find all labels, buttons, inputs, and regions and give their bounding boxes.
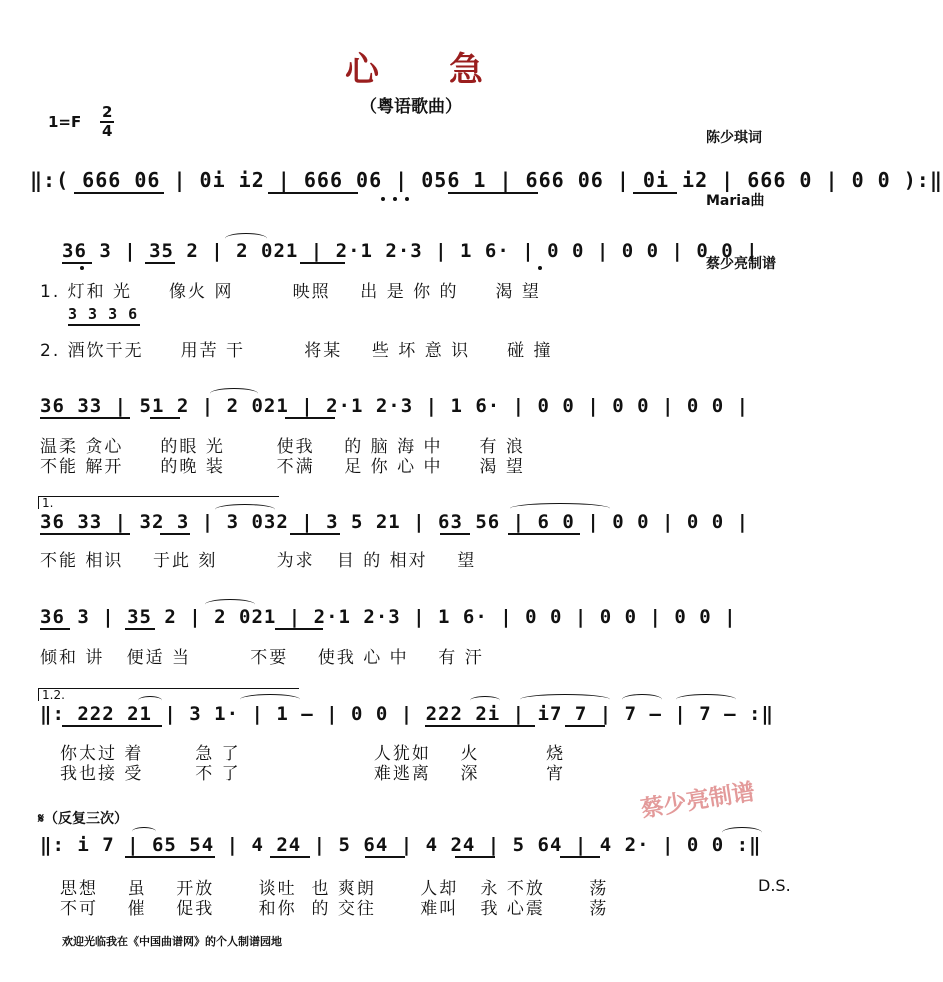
beam-underline	[62, 262, 92, 264]
tie-slur	[240, 694, 300, 705]
section-5-lyric-2: 我也接 受 不 了 难逃离 深 宵	[60, 764, 566, 784]
octave-dot	[538, 266, 542, 270]
section-1-lyric-2: 2. 酒饮干无 用苦 干 将某 些 坏 意 识 碰 撞	[40, 341, 553, 361]
beam-underline	[150, 417, 180, 419]
section-6-lyric-2: 不可 催 促我 和你 的 交往 难叫 我 心震 荡	[60, 899, 609, 919]
arranger: 蔡少亮制谱	[706, 256, 776, 272]
key-signature: 1=F	[48, 113, 82, 131]
section-1-notes: 36 3 | 35 2 | 2 021 | 2·1 2·3 | 1 6· | 0 0 | 0 0 | 0 0 |	[62, 240, 759, 262]
octave-dot	[393, 197, 397, 201]
section-2-lyric-1: 温柔 贪心 的眼 光 使我 的 脑 海 中 有 浪	[40, 437, 525, 457]
beam-underline	[565, 725, 605, 727]
section-6-lyric-1: 思想 虽 开放 谈吐 也 爽朗 人却 永 不放 荡	[60, 879, 609, 899]
intro-notes: ‖:( 666 06 | 0i i2 | 666 06 | 056 1 | 666 06 | 0i i2 | 666 0 | 0 0 ):‖	[30, 168, 943, 192]
section-3-notes: 36 33 | 32 3 | 3 032 | 3 5 21 | 63 56 | 6 0 | 0 0 | 0 0 |	[40, 511, 750, 533]
beam-underline	[285, 417, 335, 419]
octave-dot	[381, 197, 385, 201]
dal-segno-mark: D.S.	[758, 876, 791, 895]
tie-slur	[510, 503, 610, 514]
beam-underline	[425, 725, 535, 727]
intro-underline	[74, 192, 164, 194]
lyricist: 陈少琪词	[706, 130, 762, 146]
section-4-notes: 36 3 | 35 2 | 2 021 | 2·1 2·3 | 1 6· | 0 0 | 0 0 | 0 0 |	[40, 606, 737, 628]
tie-slur	[520, 694, 610, 705]
beam-underline	[62, 725, 162, 727]
song-title: 心急	[345, 50, 553, 90]
beam-underline	[40, 628, 70, 630]
beam-underline	[270, 856, 310, 858]
beam-underline	[275, 628, 323, 630]
beam-underline	[68, 324, 140, 326]
beam-underline	[145, 262, 175, 264]
section-2-lyric-2: 不能 解开 的晚 装 不满 足 你 心 中 渴 望	[40, 457, 525, 477]
beam-underline	[160, 533, 190, 535]
intro-underline	[448, 192, 538, 194]
tie-slur	[470, 696, 500, 705]
section-2-notes: 36 33 | 51 2 | 2 021 | 2·1 2·3 | 1 6· | 0 0 | 0 0 | 0 0 |	[40, 395, 750, 417]
intro-underline	[633, 192, 677, 194]
tie-slur	[722, 827, 762, 838]
section-6-notes: ‖: i 7 | 65 54 | 4 24 | 5 64 | 4 24 | 5 64 | 4 2· | 0 0 :‖	[40, 834, 762, 856]
tie-slur	[215, 504, 275, 515]
segno-repeat-label: 𝄋（反复三次）	[38, 811, 129, 827]
tie-slur	[225, 233, 267, 244]
composer: Maria曲	[706, 193, 765, 209]
time-signature-bottom: 4	[102, 122, 113, 140]
octave-dot	[405, 197, 409, 201]
song-subtitle: （粤语歌曲）	[360, 97, 462, 117]
section-5-lyric-1: 你太过 着 急 了 人犹如 火 烧	[60, 744, 566, 764]
beam-underline	[365, 856, 405, 858]
section-3-lyric-1: 不能 相识 于此 刻 为求 目 的 相对 望	[40, 551, 477, 571]
beam-underline	[440, 533, 470, 535]
tie-slur	[132, 827, 156, 836]
intro-underline	[268, 192, 358, 194]
beam-underline	[300, 262, 345, 264]
tie-slur	[622, 694, 662, 705]
octave-dot	[80, 266, 84, 270]
time-signature-top: 2	[102, 103, 113, 121]
tie-slur	[138, 696, 162, 705]
volta-label: 1.2.	[42, 688, 65, 702]
beam-underline	[40, 417, 130, 419]
footer-note: 欢迎光临我在《中国曲谱网》的个人制谱园地	[62, 935, 282, 948]
section-4-lyric-1: 倾和 讲 便适 当 不要 使我 心 中 有 汗	[40, 648, 484, 668]
section-1-lyric-1: 1. 灯和 光 像火 网 映照 出 是 你 的 渴 望	[40, 282, 541, 302]
beam-underline	[508, 533, 580, 535]
beam-underline	[40, 533, 130, 535]
watermark: 蔡少亮制谱	[639, 779, 757, 823]
tie-slur	[676, 694, 736, 705]
section-5-notes: ‖: 222 21 | 3 1· | 1 – | 0 0 | 222 2i | i7 7 | 7 – | 7 – :‖	[40, 703, 774, 725]
beam-underline	[125, 856, 215, 858]
tie-slur	[205, 599, 255, 610]
beam-underline	[125, 628, 155, 630]
section-1-alt-notes: 3 3 3 6	[68, 305, 139, 323]
beam-underline	[290, 533, 340, 535]
tie-slur	[210, 388, 258, 399]
beam-underline	[560, 856, 600, 858]
volta-label: 1.	[42, 496, 54, 510]
beam-underline	[455, 856, 495, 858]
